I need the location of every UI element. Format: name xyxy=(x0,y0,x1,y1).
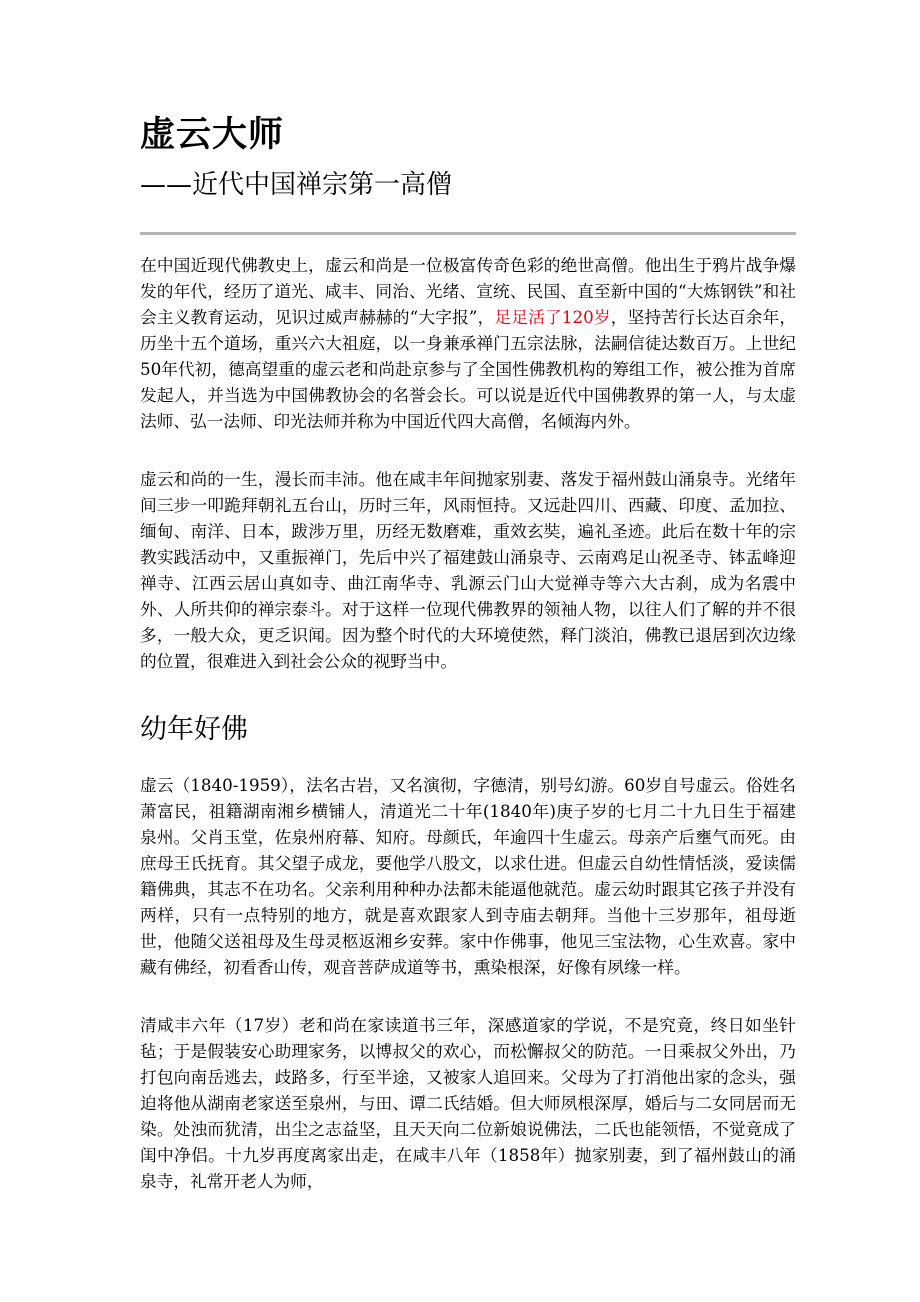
intro-text-end: ，坚持苦行长达百余年，历坐十五个道场，重兴六大祖庭，以一身兼承禅门五宗法脉，法嗣信徒达数百万。上世纪50年代初，德高望重的虚云老和尚赴京参与了全国性佛教机构的筹组工作，被公推为首席发起人，并当选为中国佛教协会的名誉会长。可以说是近代中国佛教界的第一人，与太虚法师、弘一法师、印光法师并称为中国近代四大高僧，名倾海内外。 xyxy=(140,307,797,431)
article-subtitle: ——近代中国禅宗第一高僧 xyxy=(140,170,453,200)
title-divider xyxy=(140,232,796,235)
intro-paragraph-1 xyxy=(140,252,796,434)
section-heading-childhood: 幼年好佛 xyxy=(140,714,248,745)
section-paragraph-2: 清咸丰六年（17岁）老和尚在家读道书三年，深感道家的学说，不是究竟，终日如坐针毡；于是假装安心助理家务，以博叔父的欢心，而松懈叔父的防范。一日乘叔父外出，乃打包向南岳逃去，歧路多，行至半途，又被家人追回来。父母为了打消他出家的念头，强迫将他从湖南老家送至泉州，与田、谭二氏结婚。但大师夙根深厚，婚后与二女同居而无染。处浊而犹清，出尘之志益坚，且天天向二位新娘说佛法，二氏也能领悟，不觉竟成了闺中净侣。十九岁再度离家出走，在咸丰八年（1858年）抛家别妻，到了福州鼓山的涌泉寺，礼常开老人为师， xyxy=(140,1015,796,1191)
highlight-age: 足足活了120岁 xyxy=(494,307,611,327)
section-paragraph-1: 虚云（1840-1959），法名古岩，又名演彻，字德清，别号幻游。60岁自号虚云。俗姓名萧富民，祖籍湖南湘乡横铺人，清道光二十年(1840年)庚子岁的七月二十九日生于福建泉州。父肖玉堂，佐泉州府幕、知府。母颜氏，年逾四十生虚云。母亲产后壅气而死。由庶母王氏抚育。其父望子成龙，要他学八股文，以求仕进。但虚云自幼性情恬淡，爱读儒籍佛典，其志不在功名。父亲利用种种办法都未能逼他就范。虚云幼时跟其它孩子并没有两样，只有一点特别的地方，就是喜欢跟家人到寺庙去朝拜。当他十三岁那年，祖母逝世，他随父送祖母及生母灵柩返湘乡安葬。家中作佛事，他见三宝法物，心生欢喜。家中藏有佛经，初看香山传，观音菩萨成道等书，熏染根深，好像有夙缘一样。 xyxy=(140,775,796,977)
intro-paragraph-2: 虚云和尚的一生，漫长而丰沛。他在咸丰年间抛家别妻、落发于福州鼓山涌泉寺。光绪年间三步一叩跪拜朝礼五台山，历时三年，风雨恒持。又远赴四川、西藏、印度、孟加拉、缅甸、南洋、日本，跋涉万里，历经无数磨难，重效玄奘，遍礼圣迹。此后在数十年的宗教实践活动中，又重振禅门，先后中兴了福建鼓山涌泉寺、云南鸡足山祝圣寺、钵盂峰迎禅寺、江西云居山真如寺、曲江南华寺、乳源云门山大觉禅寺等六大古刹，成为名震中外、人所共仰的禅宗泰斗。对于这样一位现代佛教界的领袖人物，以往人们了解的并不很多，一般大众，更乏识闻。因为整个时代的大环境使然，释门淡泊，佛教已退居到次边缘的位置，很难进入到社会公众的视野当中。 xyxy=(140,469,796,671)
article-title: 虚云大师 xyxy=(140,115,285,155)
intro-text-start: 在中国近现代佛教史上，虚云和尚是一位极富传奇色彩的绝世高僧。他出生于鸦片战争爆发的年代，经历了道光、咸丰、同治、光绪、宣统、民国、直至新中国的“大炼钢铁”和社会主义教育运动，见识过威声赫赫的“大字报”， xyxy=(140,255,796,327)
